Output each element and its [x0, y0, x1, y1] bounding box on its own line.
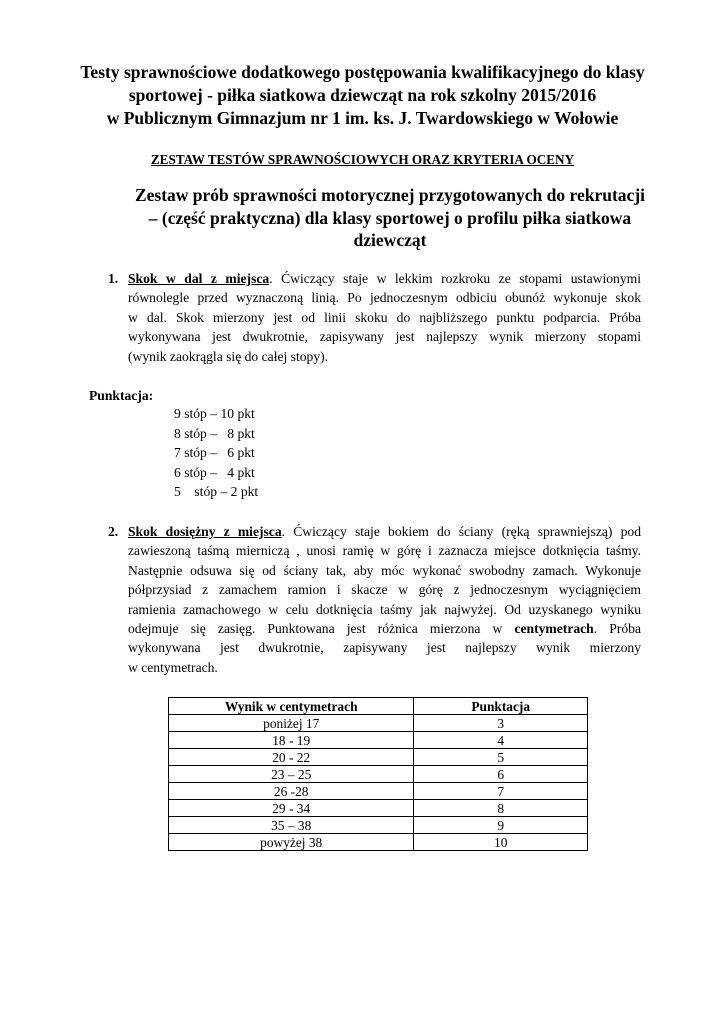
- table-cell: 18 - 19: [169, 732, 414, 749]
- title-line: sportowej - piłka siatkowa dziewcząt na rok szkolny 2015/2016: [128, 85, 597, 105]
- document-subtitle: [110, 184, 670, 252]
- test2-description: [128, 522, 641, 677]
- table-header-row: [169, 698, 588, 715]
- table-row: [169, 715, 588, 732]
- table-row: [169, 732, 588, 749]
- section-heading: ZESTAW TESTÓW SPRAWNOŚCIOWYCH ORAZ KRYTERIA OCENY: [150, 152, 575, 167]
- score-list: [174, 404, 258, 502]
- test2-line6-bold: centymetrach: [514, 620, 594, 636]
- table-row: [169, 749, 588, 766]
- test1-line: (wynik zaokrągla się do całej stopy).: [128, 348, 329, 364]
- table-row: [169, 783, 588, 800]
- test2-line1-text: . Ćwiczący staje bokiem do ściany (ręką sprawniejszą) pod: [281, 524, 641, 539]
- title-line: Testy sprawnościowe dodatkowego postępowania kwalifikacyjnego do klasy: [80, 62, 645, 82]
- score-item: 7 stóp – 6 pkt: [174, 445, 255, 461]
- subtitle-line: Zestaw prób sprawności motorycznej przygotowanych do rekrutacji: [134, 185, 646, 205]
- test2-line: w centymetrach.: [128, 659, 218, 675]
- subtitle-line: dziewcząt: [353, 230, 427, 250]
- test2-line: Następnie odsuwa się od ściany tak, aby móc wykonać swobodny zamach. Wykonuje: [128, 562, 641, 578]
- table-row: [169, 766, 588, 783]
- table-cell: 6: [414, 766, 588, 783]
- table-cell: 20 - 22: [169, 749, 414, 766]
- table-row: [169, 817, 588, 834]
- test1-line: równolegle przed wyznaczoną linią. Po jednoczesnym odbiciu obunóż wykonuje skok: [128, 290, 641, 306]
- table-cell: 23 – 25: [169, 766, 414, 783]
- subtitle-line: – (część praktyczna) dla klasy sportowej o profilu piłka siatkowa: [148, 207, 632, 228]
- test2-line: [128, 619, 641, 638]
- table-cell: 4: [414, 732, 588, 749]
- test1-line: [128, 269, 641, 288]
- test1-line1-text: . Ćwiczący staje w lekkim rozkroku ze stopami ustawionymi: [269, 271, 641, 286]
- score-item: 9 stóp – 10 pkt: [174, 406, 255, 421]
- table-row: [169, 800, 588, 817]
- table-cell: 8: [414, 800, 588, 817]
- test1-description: [128, 269, 641, 366]
- test1-line: w dal. Skok mierzony jest od linii skoku do najbliższego punktu podparcia. Próba: [128, 309, 641, 325]
- table-cell: poniżej 17: [169, 715, 414, 732]
- test2-number: 2.: [108, 524, 119, 539]
- test2-line: wykonywana jest dwukrotnie, zapisywany jest najlepszy wynik mierzony: [128, 640, 641, 656]
- test2-line6-post: . Próba: [593, 620, 641, 636]
- table-cell: 5: [414, 749, 588, 766]
- test2-line: ramienia zamachowego w celu dotknięcia taśmy jak najwyżej. Od uzyskanego wyniku: [128, 601, 641, 617]
- title-line: w Publicznym Gimnazjum nr 1 im. ks. J. Twardowskiego w Wołowie: [106, 108, 619, 128]
- table-cell: 3: [414, 715, 588, 732]
- test1-name: Skok w dal z miejsca: [128, 271, 270, 286]
- table-row: [169, 834, 588, 851]
- test2-line6-pre: odejmuje się zasięg. Punktowana jest różnica mierzona w: [128, 620, 515, 636]
- test2-line: półprzysiad z zamachem ramion i skacze w górę z jednoczesnym wyciągnięciem: [128, 582, 641, 598]
- document-title: [60, 61, 665, 130]
- test1-line: wykonywana jest dwukrotnie, zapisywany jest najlepszy wynik mierzony stopami: [128, 329, 641, 345]
- test2-line: zawieszoną taśmą mierniczą , unosi ramię w górę i zaznacza miejsce dotknięcia taśmy.: [128, 543, 641, 559]
- table-cell: 26 -28: [169, 783, 414, 800]
- table-cell: 9: [414, 817, 588, 834]
- score-table: [168, 697, 588, 851]
- table-cell: 29 - 34: [169, 800, 414, 817]
- column-header: Wynik w centymetrach: [169, 698, 414, 715]
- table-cell: powyżej 38: [169, 834, 414, 851]
- table-cell: 10: [414, 834, 588, 851]
- score-item: 6 stóp – 4 pkt: [174, 464, 255, 480]
- table-cell: 35 – 38: [169, 817, 414, 834]
- score-item: 5 stóp – 2 pkt: [174, 484, 259, 500]
- test2-line: [128, 522, 641, 541]
- table-cell: 7: [414, 783, 588, 800]
- punktacja-label: Punktacja:: [89, 388, 154, 403]
- column-header: Punktacja: [414, 698, 588, 715]
- test1-number: 1.: [108, 271, 119, 286]
- test2-name: Skok dosiężny z miejsca: [128, 524, 282, 539]
- score-item: 8 stóp – 8 pkt: [174, 425, 255, 441]
